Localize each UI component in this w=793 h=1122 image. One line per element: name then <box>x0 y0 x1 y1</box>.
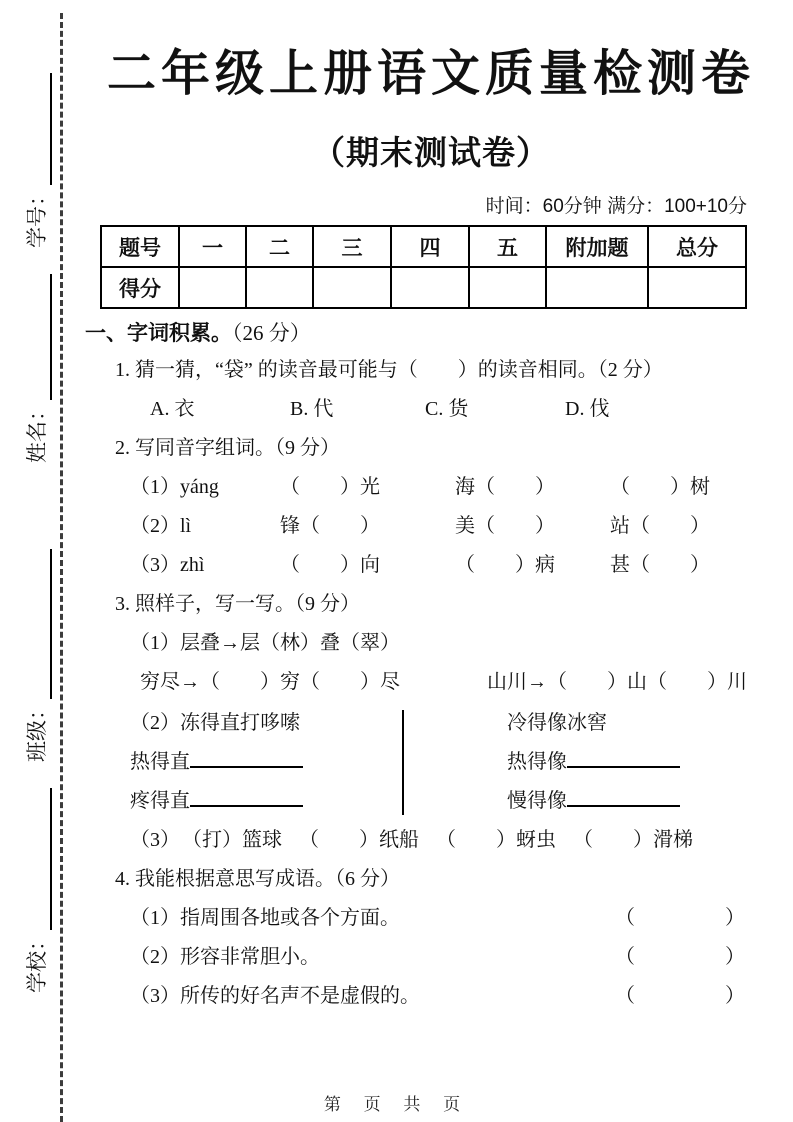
question-1-stem: 1. 猜一猜，“袋” 的读音最可能与（ ）的读音相同。（2 分） <box>115 359 663 382</box>
fill-prompt: 疼得直 <box>130 790 190 813</box>
score-cell <box>246 267 313 308</box>
score-cell <box>179 267 246 308</box>
student-info-id <box>22 73 52 248</box>
blank-word: （ ）病 <box>455 554 555 577</box>
answer-blank-line <box>567 783 680 807</box>
fill-prompt: 热得像 <box>507 751 567 774</box>
question-2-row-2 <box>85 507 777 546</box>
score-row-label: 得分 <box>101 267 179 308</box>
student-info-name <box>22 274 52 463</box>
pinyin-label: （2）lì <box>130 515 192 538</box>
idiom-clue: （1）指周围各地或各个方面。 <box>130 907 400 930</box>
part2-left-row <box>130 743 402 782</box>
score-table-cell-bonus: 附加题 <box>546 226 648 267</box>
option-a: A. 衣 <box>150 398 195 421</box>
idiom-clue: （2）形容非常胆小。 <box>130 946 320 969</box>
verb-object-item: （ ）蚜虫 <box>436 829 556 852</box>
pinyin-label: （3）zhì <box>130 554 205 577</box>
blank-word: （ ）向 <box>280 554 380 577</box>
verb-object-item: （打）篮球 <box>182 829 282 852</box>
student-info-margin <box>16 75 52 993</box>
blank-word: 站（ ） <box>610 515 710 538</box>
part2-left-row <box>130 782 402 821</box>
score-table-cell-col4: 四 <box>391 226 469 267</box>
score-table-cell-col2: 二 <box>246 226 313 267</box>
question-2-stem: 2. 写同音字组词。（9 分） <box>115 437 340 460</box>
class-label: 班级： <box>25 699 49 762</box>
section-one-title: 一、字词积累。 <box>85 322 232 346</box>
class-blank-line <box>26 549 52 699</box>
fill-prompt: 慢得像 <box>507 790 567 813</box>
score-table-score-row <box>101 267 746 308</box>
question-1-options <box>85 390 777 429</box>
question-3-part1-pairs <box>85 663 777 702</box>
part2-right-example: 冷得像冰窖 <box>507 712 607 735</box>
score-table-cell-total: 总分 <box>648 226 746 267</box>
student-info-school <box>22 788 52 993</box>
blank-word: 海（ ） <box>455 476 555 499</box>
score-cell <box>546 267 648 308</box>
student-info-class <box>22 549 52 762</box>
question-3-stem: 3. 照样子，写一写。（9 分） <box>115 593 360 616</box>
question-4-stem: 4. 我能根据意思写成语。（6 分） <box>115 868 400 891</box>
answer-blank-line <box>567 744 680 768</box>
paper-subtitle: （期末测试卷） <box>312 134 550 172</box>
student-id-blank-line <box>26 73 52 185</box>
blank-word: （ ）光 <box>280 476 380 499</box>
idiom-answer-parens: （ ） <box>615 985 747 1008</box>
word-pair: 穷尽→（ ）穷（ ）尽 <box>140 671 400 694</box>
word-pair: 山川→（ ）山（ ）川 <box>487 671 747 694</box>
pinyin-label: （1）yáng <box>130 476 219 499</box>
score-cell <box>469 267 546 308</box>
verb-object-item: （ ）纸船 <box>299 829 419 852</box>
idiom-answer-parens: （ ） <box>615 946 747 969</box>
score-table-cell-question-number: 题号 <box>101 226 179 267</box>
part2-left-example: （2）冻得直打哆嗦 <box>130 712 300 735</box>
score-table-cell-col1: 一 <box>179 226 246 267</box>
name-blank-line <box>26 274 52 400</box>
part2-right-row <box>507 743 680 782</box>
idiom-answer-parens: （ ） <box>615 907 747 930</box>
question-3-part1-example: （1）层叠→层（林）叠（翠） <box>130 632 400 655</box>
option-d: D. 伐 <box>565 398 610 421</box>
seal-dashed-line <box>60 13 63 1122</box>
school-blank-line <box>26 788 52 930</box>
answer-blank-line <box>190 783 303 807</box>
section-one-heading <box>85 316 777 351</box>
time-score-info: 时间：60分钟 满分：100+10分 <box>485 196 747 218</box>
question-3-part2 <box>85 704 777 821</box>
section-one-points: （26 分） <box>232 321 311 346</box>
part2-right-column <box>404 704 680 821</box>
part2-right-row <box>507 782 680 821</box>
question-4-item-2 <box>85 938 747 977</box>
question-4-item-3 <box>85 977 747 1016</box>
part3-label: （3） <box>130 829 180 852</box>
blank-word: 甚（ ） <box>610 554 710 577</box>
score-table <box>100 225 747 309</box>
score-cell <box>391 267 469 308</box>
score-table-header-row <box>101 226 746 267</box>
blank-word: 锋（ ） <box>280 515 380 538</box>
name-label: 姓名： <box>25 400 49 463</box>
verb-object-item: （ ）滑梯 <box>573 829 693 852</box>
answer-blank-line <box>190 744 303 768</box>
school-label: 学校： <box>25 930 49 993</box>
question-2-row-1 <box>85 468 777 507</box>
question-4-item-1 <box>85 899 747 938</box>
option-c: C. 货 <box>425 398 469 421</box>
page-footer: 第 页 共 页 <box>323 1095 470 1114</box>
paper-body <box>85 0 777 1016</box>
fill-prompt: 热得直 <box>130 751 190 774</box>
question-2-row-3 <box>85 546 777 585</box>
paper-title: 二年级上册语文质量检测卷 <box>106 47 755 101</box>
student-id-label: 学号： <box>25 185 49 248</box>
question-3-part3 <box>85 821 777 860</box>
blank-word: 美（ ） <box>455 515 555 538</box>
score-table-cell-col3: 三 <box>313 226 391 267</box>
score-cell <box>313 267 391 308</box>
score-table-cell-col5: 五 <box>469 226 546 267</box>
part2-left-column <box>85 704 402 821</box>
option-b: B. 代 <box>290 398 334 421</box>
blank-word: （ ）树 <box>610 476 710 499</box>
score-cell <box>648 267 746 308</box>
idiom-clue: （3）所传的好名声不是虚假的。 <box>130 985 420 1008</box>
